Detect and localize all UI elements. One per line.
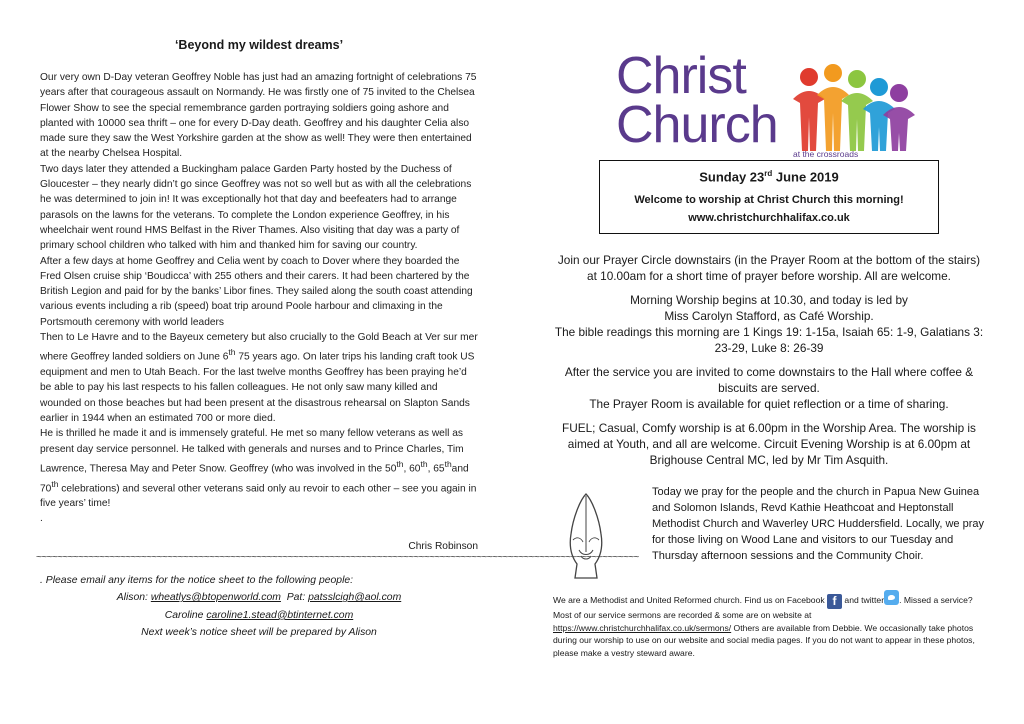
text-run: He is thrilled he made it and is immensely grateful. He met so many fellow veterans as well as present day service personnel. He talked with generals and nurses and to Prince Charles, Tim Lawrence, Theresa May and Peter Snow. Geoffrey (who was involved in the 50: [40, 428, 464, 475]
twitter-icon[interactable]: [884, 590, 902, 606]
email-line-alison-pat: [40, 589, 478, 607]
superscript: th: [51, 478, 59, 489]
text-run: , 65: [427, 463, 445, 475]
figure-head: [800, 68, 818, 86]
praying-hands-icon: [563, 490, 609, 582]
superscript: th: [396, 458, 404, 469]
prayer-room-notice: The Prayer Room is available for quiet reflection or a time of sharing.: [589, 397, 949, 412]
text-run: We are a Methodist and United Reformed church. Find us on Facebook: [553, 595, 828, 606]
superscript: th: [420, 458, 428, 469]
superscript: rd: [764, 169, 773, 178]
superscript: th: [444, 458, 452, 469]
figure-head: [848, 70, 866, 88]
welcome-line: Welcome to worship at Christ Church this morning!: [634, 194, 904, 207]
superscript: th: [228, 347, 236, 358]
figure-body: [863, 101, 895, 151]
website-line[interactable]: www.christchurchhalifax.co.uk: [688, 212, 850, 225]
contact-label: Alison:: [116, 592, 151, 604]
text-run: and 70: [40, 463, 469, 494]
email-contacts: [40, 572, 478, 642]
after-service-notice: After the service you are invited to come downstairs to the Hall where coffee & biscuits are served.: [564, 365, 974, 396]
article-paragraph: After a few days at home Geoffrey and Celia went by coach to Dover where they boarded the Fred Olsen cruise ship ‘Boudicca’ with 255 others and their carers. It had been chartered by the British Legion and paid for by the banks’ Libor fines. They sailed along the south coast attending various events including a rib (speed) boat trip around Poole harbour and climaxing in the Portsmouth ceremony with world leaders: [40, 255, 473, 328]
pat-email-link[interactable]: patsslcigh@aol.com: [308, 592, 402, 604]
prayer-circle-notice: Join our Prayer Circle downstairs (in the Prayer Room at the bottom of the stairs) at 10.00am for a short time of prayer before worship. All are welcome.: [557, 253, 981, 284]
left-column: [36, 38, 639, 642]
article-author: Chris Robinson: [408, 540, 478, 552]
figure-head: [890, 84, 908, 102]
logo-line: Church: [616, 96, 778, 154]
text-run: and twitter: [842, 595, 885, 606]
figure-body: [883, 107, 915, 151]
logo-wordmark: [616, 47, 778, 154]
article-body: [40, 70, 478, 527]
logo-tagline: at the crossroads: [793, 149, 859, 159]
figure-head: [824, 64, 842, 82]
text-run: 75 years ago. On later trips his landing craft took US equipment and men to Utah Beach. For the last twelve months Geoffrey has been praying he’d be able to pay his last respects to his fallen colleagues. He not only saw many killed and wounded on those beaches but had been present at the disastrous rehearsal on Slapton Sands earlier in 1944 when an estimated 700 or more died.: [40, 351, 475, 424]
article-title: ‘Beyond my wildest dreams’: [174, 38, 344, 52]
logo-line: Christ: [616, 47, 746, 105]
figure-body: [841, 93, 873, 151]
email-line-caroline: [40, 607, 478, 625]
figure-head: [870, 78, 888, 96]
people-figures-icon: [775, 65, 925, 155]
contact-label: Pat:: [286, 592, 309, 604]
morning-worship-line: Morning Worship begins at 10.30, and today is led by: [630, 293, 908, 308]
christ-church-logo: [553, 47, 985, 160]
email-intro: . Please email any items for the notice sheet to the following people:: [40, 574, 354, 586]
article-paragraph: [40, 426, 478, 511]
text-run: Missed a service? Most of our service sermons are recorded & some are on website at: [553, 595, 973, 621]
alison-email-link[interactable]: wheatlys@btopenworld.com: [150, 592, 281, 604]
stray-dot: .: [40, 513, 43, 525]
article-paragraph: Our very own D-Day veteran Geoffrey Noble has just had an amazing fortnight of celebrations 75 years after that courageous assault on Normandy. He was firstly one of 75 invited to the Chelsea Flower Show to see the special remembrance garden portraying soldiers going ashore and planted with 10000 sea thrift – one for every D-Day death. Geoffrey and his daughter Celia also made sure they saw the West Yorkshire garden at the show as well! They were then entertained at the nearby Chelsea Hospital.: [40, 72, 477, 160]
caroline-email-link[interactable]: caroline1.stead@btinternet.com: [206, 609, 354, 621]
facebook-icon[interactable]: f: [827, 594, 842, 609]
figure-body: [817, 87, 849, 151]
text-run: .: [899, 595, 902, 606]
text-run: Then to Le Havre and to the Bayeux cemetery but also crucially to the Gold Beach at Ver sur mer where Geoffrey landed soldiers on June 6: [40, 332, 478, 363]
service-info-box: [599, 160, 939, 234]
service-date: [606, 169, 932, 184]
text-run: celebrations) and several other veterans said only au revoir to each other – see you again in five years’ time!: [40, 482, 477, 510]
sermons-link[interactable]: https://www.christchurchhalifax.co.uk/sermons/: [553, 622, 732, 633]
fuel-notice: FUEL; Casual, Comfy worship is at 6.00pm in the Worship Area. The worship is aimed at Youth, and all are welcome. Circuit Evening Worship is at 6.00pm at Brighouse Central MC, led by Mr Tim Asquith.: [562, 421, 976, 468]
morning-worship-line: Miss Carolyn Stafford, as Café Worship.: [664, 309, 874, 324]
prayer-text: Today we pray for the people and the church in Papua New Guinea and Solomon Islands, Revd Kathie Heathcoat and Heptonstall Methodist Church and Waverley URC Huddersfield. Locally, we pray for those living on Wood Lane and visitors to our Tuesday and Thursday afternoon sessions and the Community Choir.: [652, 486, 984, 563]
prayer-section: [553, 484, 985, 584]
next-week-note: Next week’s notice sheet will be prepared by Alison: [141, 627, 377, 639]
figure-body: [793, 91, 825, 151]
right-column: [553, 47, 985, 659]
text-run: Sunday 23: [699, 169, 765, 185]
article-paragraph: Two days later they attended a Buckingham palace Garden Party hosted by the Duchess of Gloucester – they nearly didn’t go since Geoffrey was not so well but as with all the celebrations he was determined to join in! It was exceptionally hot that day and beefeaters had to arrange parasols on the lawns for the veterans. To complete the London experience Geoffrey, in his wheelchair went round HMS Belfast in the River Thames. Also visiting that day was a party of primary school children who talked with him and thanked him for saving our country.: [40, 163, 472, 252]
footer-note: [553, 590, 985, 659]
text-run: June 2019: [772, 169, 839, 185]
tilde-divider: ~~~~~~~~~~~~~~~~~~~~~~~~~~~~~~~~~~~~~~~~~~~~~~~~~~~~~~~~~~~~~~~~~~~~~~~~~~~~~~~~~~~~~~~~~~~~~~~~~~~~~~~~~~~~~~~~~~~: [36, 551, 639, 563]
text-run: , 60: [403, 463, 421, 475]
article-paragraph: [40, 330, 478, 426]
contact-label: Caroline: [164, 609, 207, 621]
bible-readings: The bible readings this morning are 1 Kings 19: 1-15a, Isaiah 65: 1-9, Galatians 3: 23-29, Luke 8: 26-39: [554, 325, 984, 356]
text-run: Others are available from Debbie. We occasionally take photos during our worship to use on our website and social media pages. If you do not want to appear in these photos, please make a vestry steward aware.: [553, 622, 975, 658]
